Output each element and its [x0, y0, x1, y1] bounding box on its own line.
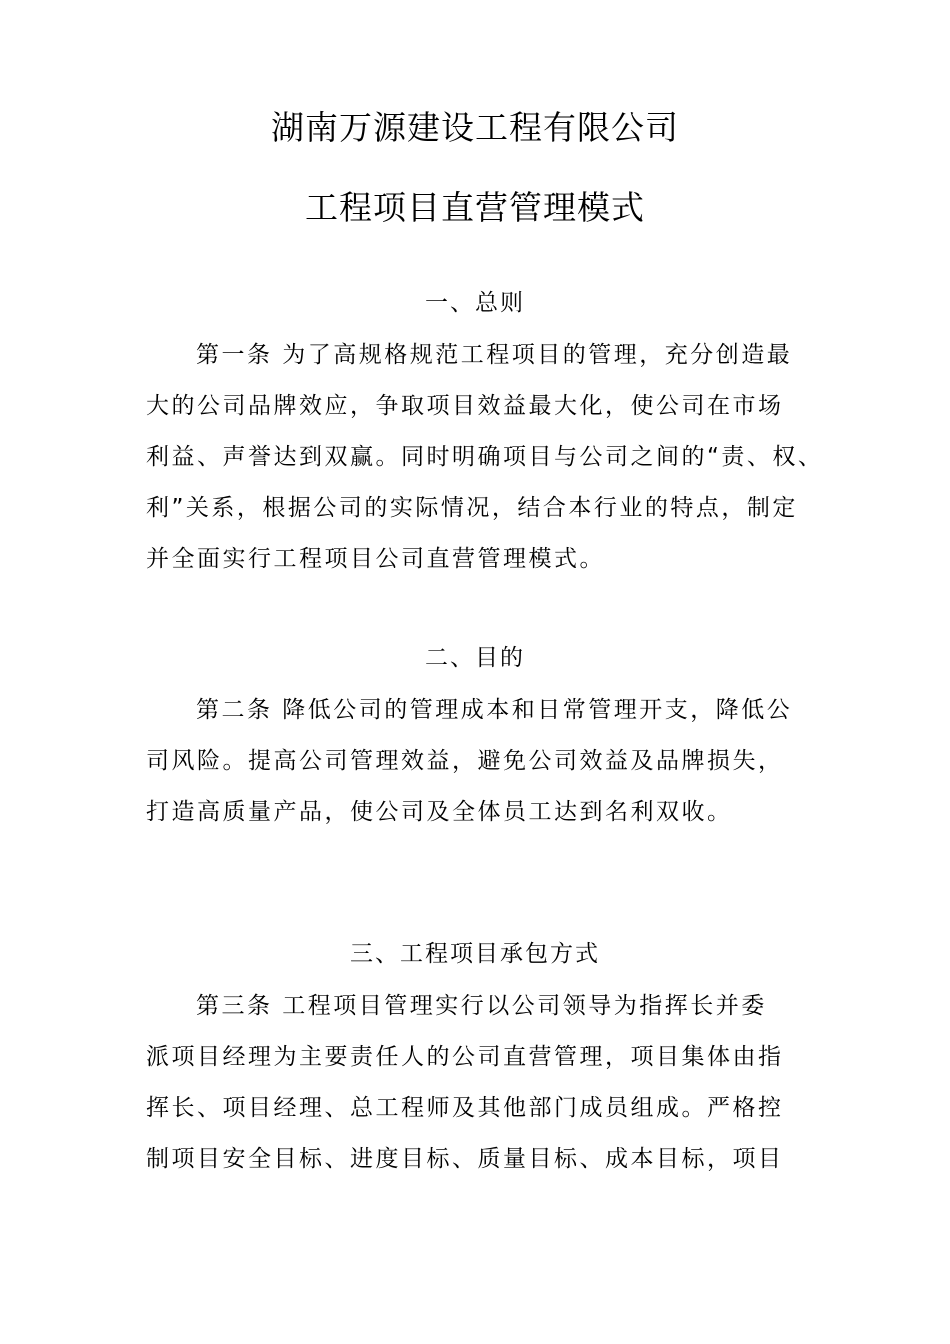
paragraph-line: 利益、声誉达到双赢。同时明确项目与公司之间的“责、权、	[146, 444, 824, 470]
section-heading-general: 一、总则	[425, 290, 525, 316]
article-1-paragraph	[146, 330, 824, 585]
paragraph-line: 大的公司品牌效应，争取项目效益最大化，使公司在市场	[146, 393, 784, 419]
company-title: 湖南万源建设工程有限公司	[271, 108, 679, 147]
section-heading-contract-method: 三、工程项目承包方式	[350, 941, 600, 967]
paragraph-line: 第三条 工程项目管理实行以公司领导为指挥长并委	[196, 993, 767, 1019]
paragraph-line: 利”关系，根据公司的实际情况，结合本行业的特点，制定	[146, 495, 798, 521]
paragraph-line: 并全面实行工程项目公司直营管理模式。	[146, 546, 605, 572]
paragraph-line: 第二条 降低公司的管理成本和日常管理开支，降低公	[196, 697, 793, 723]
paragraph-line: 司风险。提高公司管理效益，避免公司效益及品牌损失，	[146, 748, 784, 774]
paragraph-line: 派项目经理为主要责任人的公司直营管理，项目集体由指	[146, 1044, 784, 1070]
article-3-paragraph	[146, 981, 806, 1185]
paragraph-line: 挥长、项目经理、总工程师及其他部门成员组成。严格控	[146, 1095, 784, 1121]
document-title: 工程项目直营管理模式	[305, 188, 645, 227]
paragraph-line: 打造高质量产品，使公司及全体员工达到名利双收。	[146, 799, 733, 825]
paragraph-line: 第一条 为了高规格规范工程项目的管理，充分创造最	[196, 342, 793, 368]
section-heading-purpose: 二、目的	[425, 645, 525, 671]
article-2-paragraph	[146, 685, 806, 838]
paragraph-line: 制项目安全目标、进度目标、质量目标、成本目标，项目	[146, 1146, 784, 1172]
